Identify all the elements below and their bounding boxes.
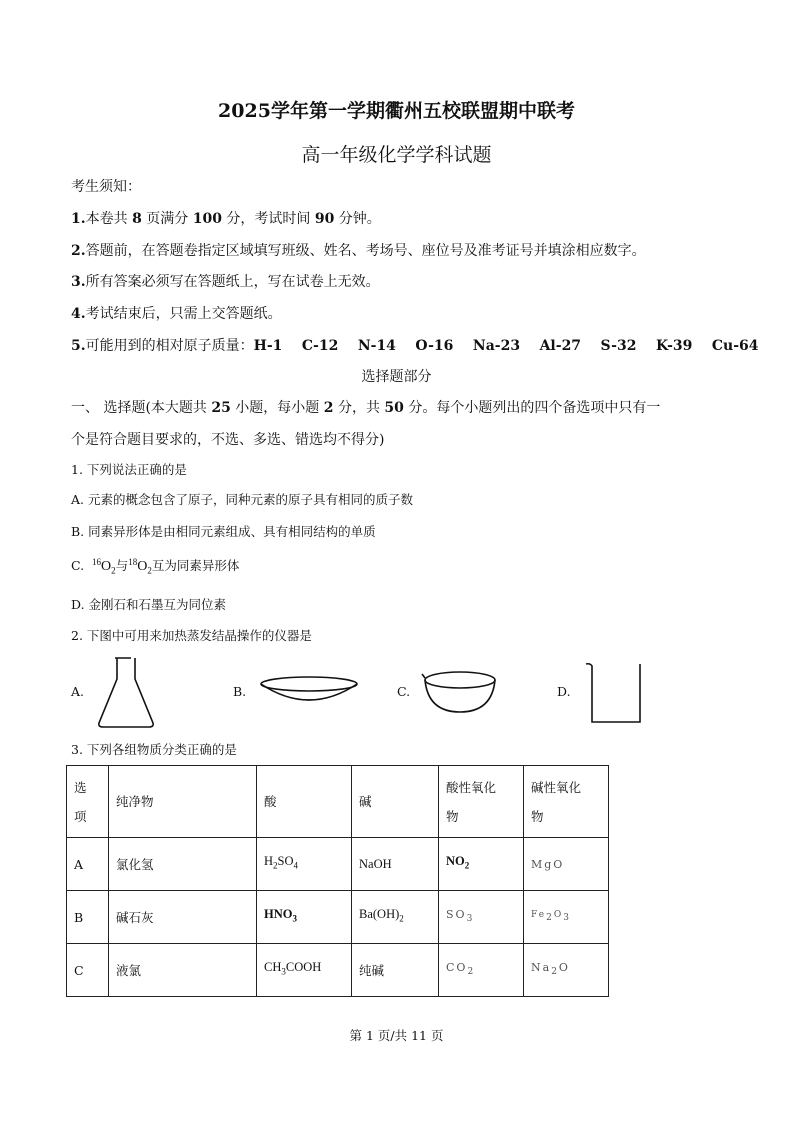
row-c-base: 纯碱 xyxy=(352,944,439,997)
row-a-acidic xyxy=(439,838,524,891)
section-title: 选择题部分 xyxy=(361,369,432,385)
intro-count: 25 xyxy=(211,400,231,416)
oxygen-symbol-2: O xyxy=(137,559,148,574)
q3-stem: 3. 下列各组物质分类正确的是 xyxy=(71,742,237,757)
note-2-text: 答题前，在答题卷指定区域填写班级、姓名、考场号、座位号及准考证号并填涂相应数字。 xyxy=(85,243,646,259)
sub: 2 xyxy=(399,913,404,924)
intro-text-a: 一、 选择题(本大题共 xyxy=(71,400,212,416)
sub: 2 xyxy=(273,860,278,871)
q1-option-d: D. 金刚石和石墨互为同位素 xyxy=(71,597,227,612)
conical-flask-icon xyxy=(95,655,157,729)
exam-title xyxy=(0,96,793,123)
classification-table xyxy=(66,765,609,997)
q2-label-d: D. xyxy=(557,684,571,699)
intro-text-c: 分，共 xyxy=(333,400,385,416)
table-row xyxy=(67,891,609,944)
notes-heading: 考生须知： xyxy=(71,179,141,195)
q1-c-formula-1 xyxy=(92,556,116,576)
sub-2-a: 2 xyxy=(111,565,116,576)
sub: 3 xyxy=(563,912,571,923)
note-3-text: 所有答案必须写在答题纸上，写在试卷上无效。 xyxy=(85,274,380,290)
row-c-basic xyxy=(524,944,609,997)
th-basic-1: 碱性氧化 xyxy=(531,779,582,795)
note-5-text: 可能用到的相对原子质量： xyxy=(85,338,254,354)
q2-label-a: A. xyxy=(71,684,85,699)
so: SO xyxy=(277,854,294,869)
table-row xyxy=(67,944,609,997)
note-4 xyxy=(71,303,282,323)
row-a-basic: MgO xyxy=(524,838,609,891)
h: H xyxy=(264,854,274,869)
th-basic-2: 物 xyxy=(531,808,544,824)
sub-2-b: 2 xyxy=(147,565,152,576)
row-a-base: NaOH xyxy=(352,838,439,891)
note-1-pages: 8 xyxy=(132,211,142,227)
note-4-text: 考试结束后，只需上交答题纸。 xyxy=(85,306,282,322)
row-b-acid xyxy=(257,891,352,944)
exam-title-text: 学年第一学期衢州五校联盟期中联考 xyxy=(270,100,575,122)
intro-points: 2 xyxy=(323,400,334,416)
table-row xyxy=(67,838,609,891)
note-1-text-b: 页满分 xyxy=(141,211,193,227)
th-option xyxy=(67,766,109,838)
intro-total: 50 xyxy=(384,400,404,416)
note-3-num: 3. xyxy=(71,274,86,290)
q1-c-and: 与 xyxy=(115,558,129,573)
cooh: COOH xyxy=(285,960,322,975)
th-basic-oxide xyxy=(524,766,609,838)
sub: 2 xyxy=(551,967,559,978)
ch: CH xyxy=(264,960,282,975)
oxygen-symbol-1: O xyxy=(101,559,112,574)
row-c-acid xyxy=(257,944,352,997)
row-b-opt: B xyxy=(67,891,109,944)
q1-option-a: A. 元素的概念包含了原子，同种元素的原子具有相同的质子数 xyxy=(71,492,413,507)
mass-18: 18 xyxy=(128,556,138,567)
intro-text-b: 小题，每小题 xyxy=(230,400,324,416)
row-c-pure: 液氯 xyxy=(109,944,257,997)
hno: HNO xyxy=(264,907,293,922)
row-a-pure: 氯化氢 xyxy=(109,838,257,891)
q1-c-label: C. xyxy=(71,558,85,573)
q1-option-c xyxy=(71,556,239,576)
evaporating-dish-icon xyxy=(420,664,500,716)
note-3 xyxy=(71,271,380,291)
note-1-score: 100 xyxy=(192,211,222,227)
row-a-opt: A xyxy=(67,838,109,891)
th-acidic-oxide xyxy=(439,766,524,838)
note-4-num: 4. xyxy=(71,306,86,322)
note-1-num: 1. xyxy=(71,211,86,227)
th-acid: 酸 xyxy=(257,766,352,838)
note-1-text-a: 本卷共 xyxy=(85,211,133,227)
o: O xyxy=(558,960,570,974)
row-a-acid xyxy=(257,838,352,891)
th-acidic-2: 物 xyxy=(446,808,459,824)
exam-subtitle: 高一年级化学学科试题 xyxy=(301,144,492,166)
row-b-base xyxy=(352,891,439,944)
q1-c-suffix: 互为同素异形体 xyxy=(151,558,240,573)
q2-label-b: B. xyxy=(233,684,247,699)
row-b-basic xyxy=(524,891,609,944)
note-1-text-d: 分钟。 xyxy=(334,211,381,227)
fe: Fe xyxy=(531,910,547,921)
ba: Ba xyxy=(359,907,373,922)
note-1 xyxy=(71,208,381,228)
sub: 3 xyxy=(281,966,286,977)
note-5 xyxy=(71,335,759,355)
section-intro-line2: 个是符合题目要求的，不选、多选、错选均不得分) xyxy=(71,432,385,448)
note-5-num: 5. xyxy=(71,338,86,354)
th-base: 碱 xyxy=(352,766,439,838)
note-2 xyxy=(71,240,646,260)
so: SO xyxy=(446,907,467,921)
na: Na xyxy=(531,960,552,974)
sub: 2 xyxy=(467,967,476,978)
row-c-acidic xyxy=(439,944,524,997)
exam-title-year: 2025 xyxy=(218,100,271,122)
row-b-acidic xyxy=(439,891,524,944)
table-header-row xyxy=(67,766,609,838)
th-option-2: 项 xyxy=(74,808,87,824)
sub: 2 xyxy=(464,860,470,871)
sub: 3 xyxy=(292,913,297,924)
intro-text-d: 分。每个小题列出的四个备选项中只有一 xyxy=(403,400,661,416)
section-intro-line1 xyxy=(71,397,660,417)
no: NO xyxy=(446,854,465,869)
row-c-opt: C xyxy=(67,944,109,997)
sub: 2 xyxy=(546,912,554,923)
q1-stem: 1. 下列说法正确的是 xyxy=(71,462,187,477)
mass-16: 16 xyxy=(92,556,102,567)
note-1-time: 90 xyxy=(314,211,335,227)
th-option-1: 选 xyxy=(74,779,87,795)
th-pure: 纯净物 xyxy=(109,766,257,838)
atomic-masses: H-1 C-12 N-14 O-16 Na-23 Al-27 S-32 K-39 Cu-64 xyxy=(253,338,759,354)
sub: 3 xyxy=(466,914,475,925)
row-b-pure: 碱石灰 xyxy=(109,891,257,944)
sub: 4 xyxy=(293,860,299,871)
q2-stem: 2. 下图中可用来加热蒸发结晶操作的仪器是 xyxy=(71,628,312,643)
th-acidic-1: 酸性氧化 xyxy=(446,779,497,795)
oh: (OH) xyxy=(372,907,400,922)
note-1-text-c: 分，考试时间 xyxy=(221,211,315,227)
q2-label-c: C. xyxy=(397,684,411,699)
co: CO xyxy=(446,960,468,974)
page-footer: 第 1 页/共 11 页 xyxy=(349,1028,444,1043)
q1-c-formula-2 xyxy=(128,556,152,576)
beaker-icon xyxy=(584,658,644,726)
q1-option-b: B. 同素异形体是由相同元素组成、具有相同结构的单质 xyxy=(71,524,376,539)
o: O xyxy=(553,910,564,921)
watch-glass-icon xyxy=(258,674,360,706)
note-2-num: 2. xyxy=(71,243,86,259)
